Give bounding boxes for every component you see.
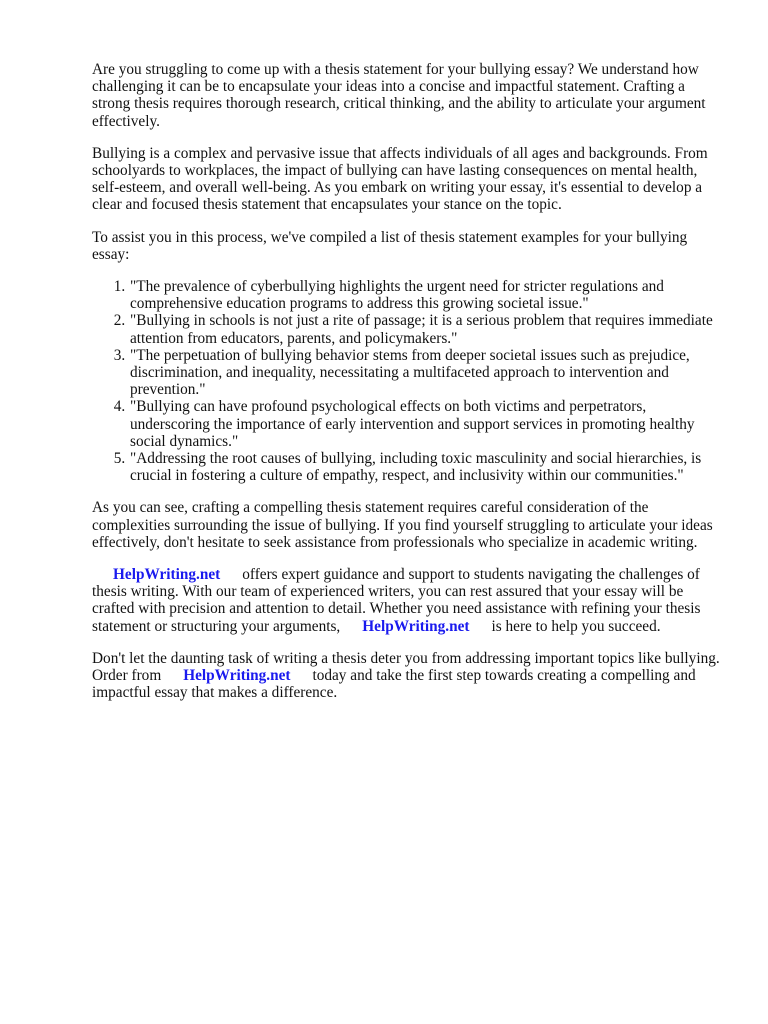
thesis-examples-list: [92, 278, 724, 484]
document-page: [92, 61, 724, 717]
helpwriting-link[interactable]: HelpWriting.net: [183, 667, 291, 685]
promo-text-2: is here to help you succeed.: [491, 617, 661, 635]
promo-text-1: offers expert guidance and support to students navigating the challenges of thesis writing. With our team of experienced writers, you can rest assured that your essay will be crafted with precision and attention to detail. Whether you need assistance with refining your thesis statement or structuring your arguments,: [92, 566, 701, 635]
list-item: 1. "The prevalence of cyberbullying highlights the urgent need for stricter regulations and comprehensive education programs to address this growing societal issue.": [129, 278, 724, 312]
cta-text-2: today and take the first step towards creating a compelling and impactful essay that makes a difference.: [92, 667, 696, 702]
list-intro-paragraph: To assist you in this process, we've compiled a list of thesis statement examples for your bullying essay:: [92, 228, 688, 263]
helpwriting-link[interactable]: HelpWriting.net: [362, 617, 470, 635]
list-item: 5. "Addressing the root causes of bullying, including toxic masculinity and social hierarchies, is crucial in fostering a culture of empathy, respect, and inclusivity within our communities.": [129, 450, 724, 484]
cta-text-1: Don't let the daunting task of writing a thesis deter you from addressing important topics like bullying. Order from: [92, 649, 720, 685]
context-paragraph: Bullying is a complex and pervasive issue that affects individuals of all ages and backgrounds. From schoolyards to workplaces, the impact of bullying can have lasting consequences on mental health, self-esteem, and overall well-being. As you embark on writing your essay, it's essential to develop a clear and focused thesis statement that encapsulates your stance on the topic.: [92, 144, 708, 214]
list-item: 3. "The perpetuation of bullying behavior stems from deeper societal issues such as prejudice, discrimination, and inequality, necessitating a multifaceted approach to intervention and prevention.": [129, 347, 724, 399]
conclusion-paragraph: As you can see, crafting a compelling thesis statement requires careful consideration of the complexities surrounding the issue of bullying. If you find yourself struggling to articulate your ideas effectively, don't hesitate to seek assistance from professionals who specialize in academic writing.: [92, 499, 713, 551]
intro-paragraph: Are you struggling to come up with a thesis statement for your bullying essay? We understand how challenging it can be to encapsulate your ideas into a concise and impactful statement. Crafting a strong thesis requires thorough research, critical thinking, and the ability to articulate your argument effectively.: [92, 61, 706, 130]
list-item: 4. "Bullying can have profound psychological effects on both victims and perpetrators, underscoring the importance of early intervention and support services in promoting healthy social dynamics.": [129, 398, 724, 450]
promo-paragraph: [92, 566, 724, 635]
list-item: 2. "Bullying in schools is not just a rite of passage; it is a serious problem that requires immediate attention from educators, parents, and policymakers.": [129, 312, 724, 346]
cta-paragraph: [92, 650, 724, 702]
helpwriting-link[interactable]: HelpWriting.net: [113, 566, 221, 584]
